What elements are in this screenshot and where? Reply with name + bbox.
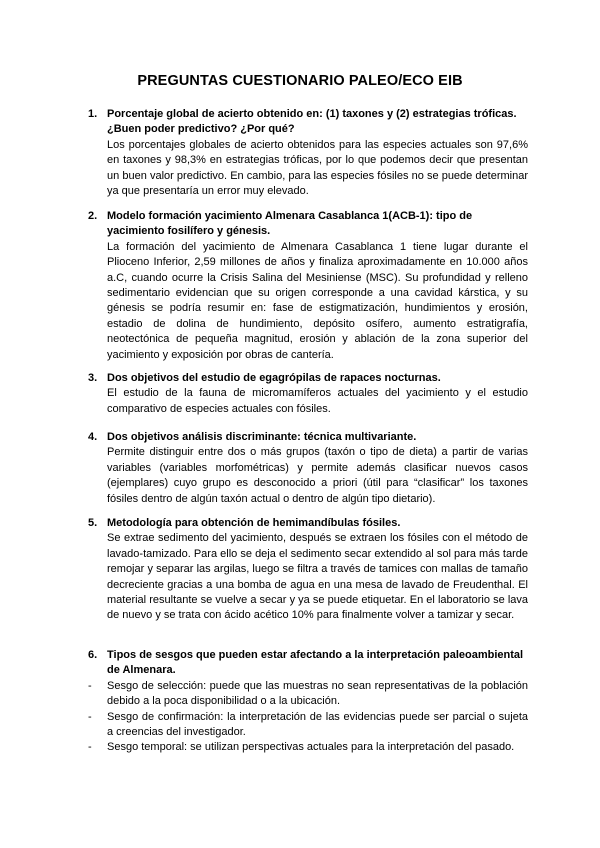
question-1 bbox=[88, 107, 528, 199]
question-heading bbox=[88, 648, 528, 679]
question-text: Modelo formación yacimiento Almenara Casablanca 1(ACB-1): tipo de yacimiento fosilífero y génesis. bbox=[107, 210, 473, 238]
question-5 bbox=[88, 516, 528, 624]
dash-marker: - bbox=[88, 710, 92, 723]
question-heading bbox=[88, 430, 528, 445]
question-text: Metodología para obtención de hemimandíbulas fósiles. bbox=[107, 517, 401, 529]
question-number: 2. bbox=[88, 210, 98, 222]
question-number: 3. bbox=[88, 372, 98, 384]
question-3 bbox=[88, 371, 528, 417]
question-heading bbox=[88, 209, 528, 240]
answer-text: Se extrae sedimento del yacimiento, después se extraen los fósiles con el método de lavado-tamizado. Para ello se deja el sedimento secar extendido al sol para más tarde remojar y separar las argilas, luego se filtra a través de tamices con mallas de tamaño decreciente gracias a una bomba de agua en una mesa de lavado de Freudenthal. El material resultante se vuelve a secar y ya se puede etiquetar. En el laboratorio se lava de nuevo y se trata con ácido acético 10% para finalmente volver a tamizar y secar. bbox=[107, 532, 528, 622]
question-2 bbox=[88, 209, 528, 363]
answer-text: La formación del yacimiento de Almenara Casablanca 1 tiene lugar durante el Plioceno Inferior, 2,59 millones de años y finaliza aproximadamente en 10.000 años a.C, cuando ocurre la Crisis Salina del Mesiniense (MSC). Su profundidad y relleno sedimentario evidencian que su origen corresponde a una cavidad kárstica, y su génesis se podría resumir en: fase de estigmatización, hundimientos y erosión, estadio de dolina de hundimiento, depósito osífero, aumento estratigrafía, neotectónica de pequeña magnitud, erosión y ablación de la zona superior del yacimiento y exposición por obras de cantería. bbox=[107, 240, 528, 361]
question-6 bbox=[88, 648, 528, 756]
question-number: 6. bbox=[88, 649, 98, 661]
question-4 bbox=[88, 430, 528, 507]
question-text: Tipos de sesgos que pueden estar afectando a la interpretación paleoambiental de Almenara. bbox=[107, 649, 524, 677]
list-item-text: Sesgo de selección: puede que las muestras no sean representativas de la población debido a la poca disponibilidad o a la ubicación. bbox=[107, 679, 528, 708]
question-number: 5. bbox=[88, 517, 98, 529]
question-number: 1. bbox=[88, 108, 98, 120]
question-text: Dos objetivos del estudio de egagrópilas de rapaces nocturnas. bbox=[107, 372, 441, 384]
dash-marker: - bbox=[88, 679, 92, 692]
dash-marker: - bbox=[88, 741, 92, 754]
bias-list bbox=[88, 679, 528, 756]
question-heading bbox=[88, 516, 528, 531]
answer-text: El estudio de la fauna de micromamíferos actuales del yacimiento y el estudio comparativo de especies actuales con fósiles. bbox=[107, 387, 528, 415]
answer-text: Los porcentajes globales de acierto obtenidos para las especies actuales son 97,6% en taxones y 98,3% en estrategias tróficas, por lo que podemos decir que presentan un buen valor predictivo. En cambio, para las especies fósiles no se puede determinar ya que presentaría un error muy elevado. bbox=[107, 138, 528, 198]
list-item bbox=[88, 679, 528, 710]
question-heading bbox=[88, 371, 528, 386]
question-text: Porcentaje global de acierto obtenido en: (1) taxones y (2) estrategias tróficas. ¿Buen poder predictivo? ¿Por qué? bbox=[107, 108, 517, 136]
list-item bbox=[88, 740, 528, 755]
list-item-text: Sesgo temporal: se utilizan perspectivas actuales para la interpretación del pasado. bbox=[107, 741, 515, 754]
answer-text: Permite distinguir entre dos o más grupos (taxón o tipo de dieta) a partir de varias variables (variables morfométricas) y permite además clasificar nuevos casos (ejemplares) cuyo grupo es desconocido a priori (útil para “clasificar” los taxones fósiles dentro de algún taxón actual o dentro de algún tipo dietario). bbox=[107, 446, 528, 505]
question-heading bbox=[88, 107, 528, 138]
list-item-text: Sesgo de confirmación: la interpretación de las evidencias puede ser parcial o sujeta a creencias del investigador. bbox=[107, 710, 528, 739]
question-text: Dos objetivos análisis discriminante: técnica multivariante. bbox=[107, 431, 417, 443]
list-item bbox=[88, 710, 528, 741]
page-title: PREGUNTAS CUESTIONARIO PALEO/ECO EIB bbox=[137, 73, 463, 89]
question-number: 4. bbox=[88, 431, 98, 443]
